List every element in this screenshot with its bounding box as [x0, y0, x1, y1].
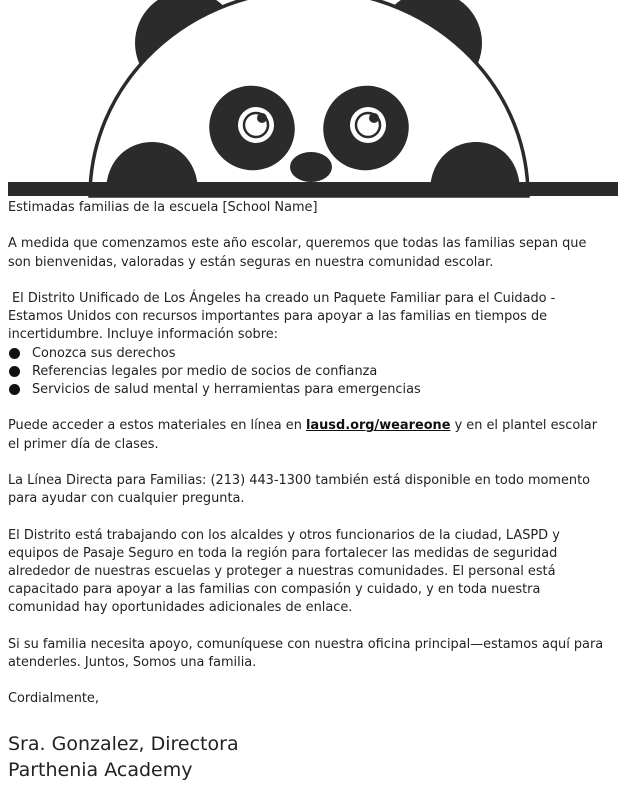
- list-item: Servicios de salud mental y herramientas para emergencias: [8, 381, 608, 399]
- resource-list: [8, 345, 608, 400]
- intro-paragraph: A medida que comenzamos este año escolar, queremos que todas las familias sepan que son bienvenidas, valoradas y están seguras en nuestra comunidad escolar.: [8, 236, 587, 270]
- signature-school: Parthenia Academy: [8, 758, 193, 781]
- signature-block: [8, 731, 608, 783]
- access-text-before: Puede acceder a estos materiales en línea en: [8, 418, 302, 434]
- panda-header-illustration: [0, 0, 618, 200]
- ledge-bar: [8, 182, 618, 196]
- safety-paragraph: El Distrito está trabajando con los alcaldes y otros funcionarios de la ciudad, LASPD y equipos de Pasaje Seguro en toda la región para fortalecer las medidas de seguridad alrededor de nuestras escuelas y proteger a nuestras comunidades. El personal está capacitado para apoyar a las familias con compasión y cuidado, y en toda nuestra comunidad hay oportunidades adicionales de enlace.: [8, 527, 560, 616]
- access-paragraph: [8, 417, 608, 453]
- panda-right-pupil-highlight: [369, 113, 379, 123]
- support-paragraph: Si su familia necesita apoyo, comuníquese con nuestra oficina principal—estamos aquí para atenderles. Juntos, Somos una familia.: [8, 636, 604, 670]
- panda-left-pupil-highlight: [257, 113, 267, 123]
- list-item: Conozca sus derechos: [8, 345, 608, 363]
- access-text-after: y en el plantel escolar el primer día de clases.: [8, 418, 598, 452]
- letter-body: [8, 199, 608, 783]
- greeting: Estimadas familias de la escuela [School Name]: [8, 200, 318, 215]
- hotline-paragraph: La Línea Directa para Familias: (213) 443-1300 también está disponible en todo momento para ayudar con cualquier pregunta.: [8, 472, 591, 507]
- list-item: Referencias legales por medio de socios de confianza: [8, 363, 608, 381]
- signature-name: Sra. Gonzalez, Directora: [8, 732, 239, 755]
- district-paragraph: El Distrito Unificado de Los Ángeles ha creado un Paquete Familiar para el Cuidado - Estamos Unidos con recursos importantes para apoyar a las familias en tiempos de incertidumbre. Incluye información sobre:: [8, 290, 556, 343]
- closing: Cordialmente,: [8, 691, 99, 707]
- lausd-weareone-link[interactable]: lausd.org/weareone: [306, 418, 451, 434]
- panda-nose: [290, 152, 332, 182]
